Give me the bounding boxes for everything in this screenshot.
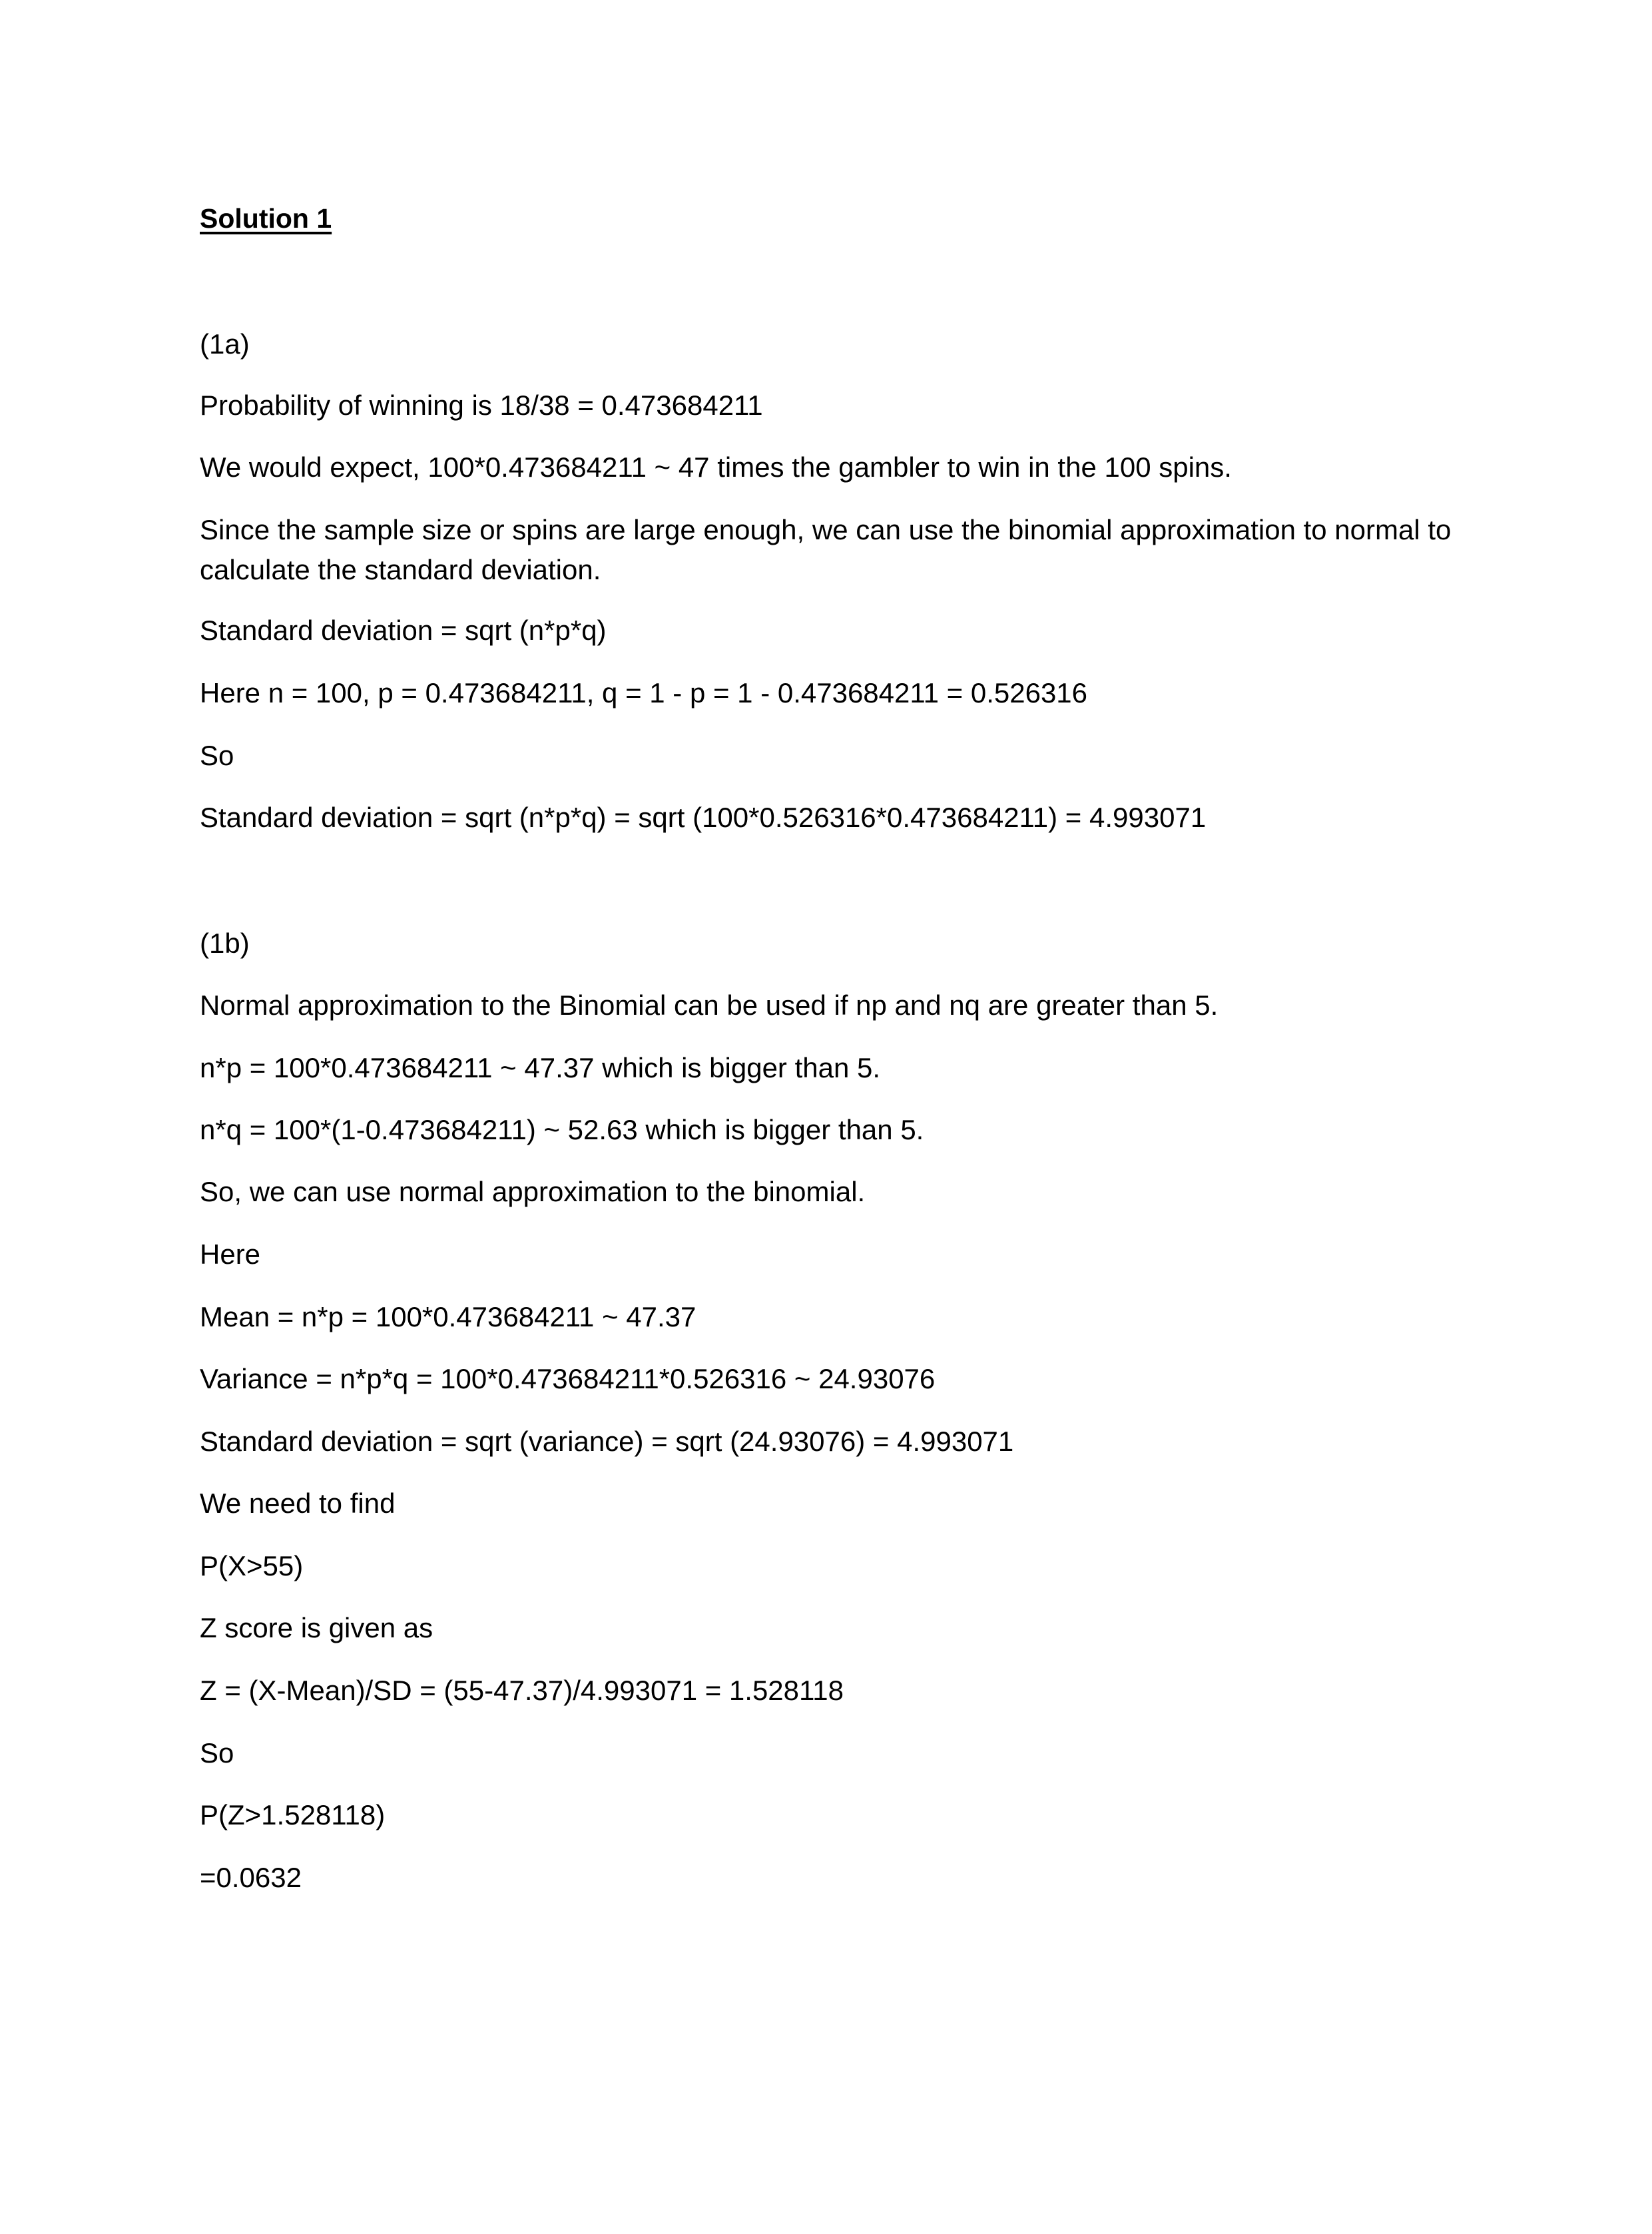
part-b-line-14: P(Z>1.528118) [200, 1799, 386, 1830]
part-b-label: (1b) [200, 928, 250, 959]
part-b-line-15: =0.0632 [200, 1862, 302, 1893]
part-b-line-10: P(X>55) [200, 1550, 304, 1581]
part-a-line-5: Here n = 100, p = 0.473684211, q = 1 - p = 1 - 0.473684211 = 0.526316 [200, 677, 1088, 708]
part-b-line-7: Variance = n*p*q = 100*0.473684211*0.526316 ~ 24.93076 [200, 1363, 936, 1394]
part-b-line-12: Z = (X-Mean)/SD = (55-47.37)/4.993071 = 1.528118 [200, 1675, 844, 1706]
part-a-line-1: Probability of winning is 18/38 = 0.473684211 [200, 390, 763, 421]
part-b-line-6: Mean = n*p = 100*0.473684211 ~ 47.37 [200, 1301, 696, 1332]
part-b-line-3: n*q = 100*(1-0.473684211) ~ 52.63 which is bigger than 5. [200, 1114, 924, 1145]
part-b-line-5: Here [200, 1239, 261, 1270]
part-b-line-2: n*p = 100*0.473684211 ~ 47.37 which is bigger than 5. [200, 1052, 881, 1083]
part-b-line-11: Z score is given as [200, 1612, 433, 1643]
page-title: Solution 1 [200, 203, 332, 234]
part-a-line-2: We would expect, 100*0.473684211 ~ 47 times the gambler to win in the 100 spins. [200, 451, 1232, 483]
part-a-line-7: Standard deviation = sqrt (n*p*q) = sqrt (100*0.526316*0.473684211) = 4.993071 [200, 802, 1207, 833]
part-a-label: (1a) [200, 328, 250, 360]
part-b-line-8: Standard deviation = sqrt (variance) = sqrt (24.93076) = 4.993071 [200, 1426, 1014, 1457]
part-a-line-6: So [200, 740, 234, 771]
part-a-line-3: Since the sample size or spins are large enough, we can use the binomial approximation to normal to calculate the standard deviation. [200, 514, 1452, 585]
part-a-line-4: Standard deviation = sqrt (n*p*q) [200, 615, 607, 646]
part-b-line-13: So [200, 1737, 234, 1769]
part-b-line-1: Normal approximation to the Binomial can be used if np and nq are greater than 5. [200, 989, 1219, 1021]
part-b-line-4: So, we can use normal approximation to the binomial. [200, 1176, 866, 1207]
part-b-line-9: We need to find [200, 1488, 396, 1519]
